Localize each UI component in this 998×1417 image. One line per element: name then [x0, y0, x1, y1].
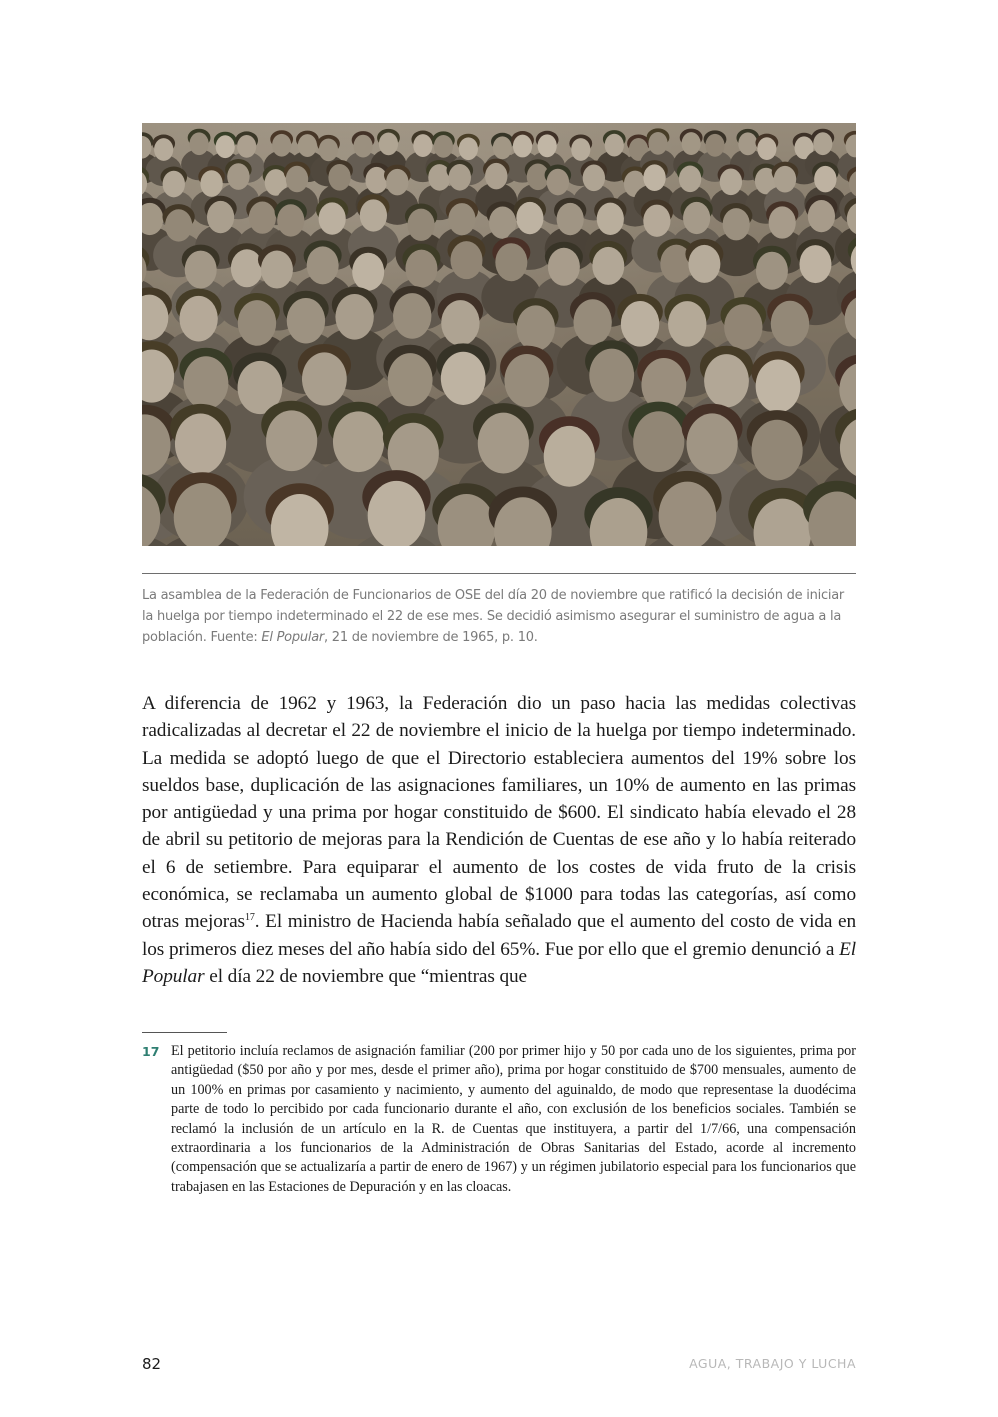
running-title: AGUA, TRABAJO Y LUCHA	[689, 1356, 856, 1371]
photo-caption	[142, 585, 856, 648]
caption-source: El Popular	[261, 630, 325, 645]
footnote-number: 17	[142, 1044, 160, 1059]
body-paragraph	[142, 690, 856, 990]
body-text-part1: A diferencia de 1962 y 1963, la Federación dio un paso hacia las medidas colectivas radicalizadas al decretar el 22 de noviembre el inicio de la huelga por tiempo indeterminado. La medida se adoptó luego de que el Directorio estableciera aumentos del 19% sobre los sueldos base, duplicación de las asignaciones familiares, un 10% de aumento en las primas por antigüedad y una prima por hogar constituido de $600. El sindicato había elevado el 28 de abril su petitorio de mejoras para la Rendición de Cuentas de ese año y lo había reiterado el 6 de setiembre. Para equiparar el aumento de los costes de vida fruto de la crisis económica, se reclamaba un aumento global de $1000 para todas las categorías, así como otras mejoras	[142, 693, 856, 933]
page-number: 82	[142, 1355, 162, 1373]
footnote-divider	[142, 1032, 227, 1033]
footnote	[142, 1042, 856, 1197]
footnote-text: El petitorio incluía reclamos de asignación familiar (200 por primer hijo y 50 por cada uno de los siguientes, prima por antigüedad ($50 por año y por mes, desde el primer año), prima por hogar constituido de $700 mensuales, aumento de un 100% en primas por casamiento y nacimiento, y aumento del aguinaldo, de modo que representase la duodécima parte de todo lo percibido por cada funcionario durante el año, con exclusión de los beneficios sociales. También se reclamó la inclusión de un artículo en la R. de Cuentas que instituyera, a partir del 1/7/66, una compensación extraordinaria a los funcionarios de la Administración de Obras Sanitarias del Estado, acorde al incremento (compensación que se actualizaría a partir de enero de 1967) y un régimen jubilatorio especial para los funcionarios que trabajasen en las Estaciones de Depuración y en las cloacas.	[171, 1043, 856, 1195]
body-text-part2: . El ministro de Hacienda había señalado que el aumento del costo de vida en los primeros diez meses del año había sido del 65%. Fue por ello que el gremio denunció a	[142, 911, 856, 960]
newspaper-name: El Popular	[142, 938, 856, 987]
caption-text: La asamblea de la Federación de Funcionarios de OSE del día 20 de noviembre que ratificó la decisión de iniciar la huelga por tiempo indeterminado el 22 de ese mes. Se decidió asimismo asegurar el suministro de agua a la población. Fuente:	[142, 588, 845, 645]
caption-divider	[142, 573, 856, 574]
assembly-photo	[142, 123, 856, 546]
crowd-photo-icon	[142, 123, 856, 546]
body-text-part3: el día 22 de noviembre que “mientras que	[204, 965, 528, 987]
footnote-reference[interactable]: 17	[244, 912, 255, 924]
caption-citation: , 21 de noviembre de 1965, p. 10.	[324, 630, 538, 645]
